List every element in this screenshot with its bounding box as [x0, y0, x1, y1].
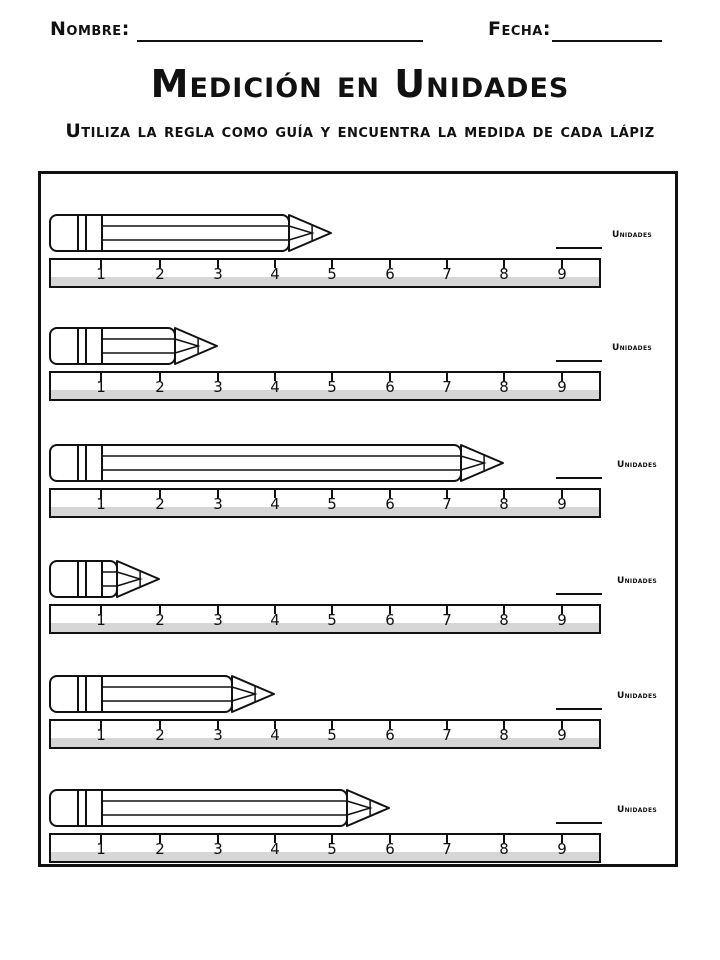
- ruler-number: 8: [499, 840, 509, 858]
- ruler: [49, 719, 601, 749]
- ruler-number: 9: [557, 611, 567, 629]
- ruler-number: 9: [557, 495, 567, 513]
- pencil-image: [48, 560, 163, 598]
- ruler-number: 4: [270, 840, 280, 858]
- unit-label: Unidades: [612, 343, 652, 353]
- ruler-number: 7: [442, 378, 452, 396]
- instructions: Utiliza la regla como guía y encuentra la medida de cada lápiz: [65, 120, 655, 142]
- ruler: [49, 488, 601, 518]
- ruler-number: 3: [213, 840, 223, 858]
- ruler-number: 4: [270, 495, 280, 513]
- ruler-number: 3: [213, 495, 223, 513]
- exercise-row: [0, 789, 720, 889]
- pencil-image: [48, 444, 507, 482]
- ruler-number: 2: [155, 265, 165, 283]
- ruler-number: 2: [155, 378, 165, 396]
- ruler-number: 5: [327, 378, 337, 396]
- ruler-number: 9: [557, 840, 567, 858]
- answer-blank[interactable]: [556, 247, 602, 249]
- ruler-number: 5: [327, 611, 337, 629]
- ruler-number: 7: [442, 840, 452, 858]
- ruler-number: 4: [270, 611, 280, 629]
- page-title: Medición en Unidades: [150, 62, 570, 106]
- exercise-row: [0, 560, 720, 660]
- ruler-number: 4: [270, 265, 280, 283]
- answer-blank[interactable]: [556, 822, 602, 824]
- ruler-number: 8: [499, 611, 509, 629]
- ruler-number: 6: [385, 265, 395, 283]
- ruler-number: 7: [442, 495, 452, 513]
- ruler-number: 7: [442, 265, 452, 283]
- ruler-number: 3: [213, 726, 223, 744]
- ruler-number: 7: [442, 611, 452, 629]
- ruler-number: 6: [385, 726, 395, 744]
- exercise-row: [0, 327, 720, 427]
- date-field[interactable]: [552, 40, 662, 42]
- pencil-image: [48, 327, 221, 365]
- answer-blank[interactable]: [556, 708, 602, 710]
- ruler-number: 5: [327, 726, 337, 744]
- ruler-number: 2: [155, 840, 165, 858]
- ruler: [49, 833, 601, 863]
- ruler-number: 2: [155, 495, 165, 513]
- ruler: [49, 371, 601, 401]
- ruler-number: 5: [327, 840, 337, 858]
- answer-blank[interactable]: [556, 477, 602, 479]
- unit-label: Unidades: [617, 805, 657, 815]
- ruler-number: 7: [442, 726, 452, 744]
- pencil-image: [48, 675, 278, 713]
- ruler-number: 8: [499, 378, 509, 396]
- ruler-number: 5: [327, 495, 337, 513]
- answer-blank[interactable]: [556, 360, 602, 362]
- ruler-number: 8: [499, 726, 509, 744]
- name-label: Nombre:: [50, 18, 130, 40]
- ruler-number: 6: [385, 840, 395, 858]
- ruler-number: 2: [155, 726, 165, 744]
- ruler-number: 6: [385, 378, 395, 396]
- ruler-number: 9: [557, 265, 567, 283]
- ruler: [49, 258, 601, 288]
- ruler-number: 9: [557, 378, 567, 396]
- ruler: [49, 604, 601, 634]
- ruler-number: 3: [213, 611, 223, 629]
- exercise-row: [0, 675, 720, 775]
- ruler-number: 5: [327, 265, 337, 283]
- ruler-number: 3: [213, 378, 223, 396]
- ruler-number: 3: [213, 265, 223, 283]
- ruler-number: 1: [96, 726, 106, 744]
- ruler-number: 1: [96, 611, 106, 629]
- date-label: Fecha:: [488, 18, 551, 40]
- unit-label: Unidades: [617, 691, 657, 701]
- ruler-number: 8: [499, 265, 509, 283]
- unit-label: Unidades: [612, 230, 652, 240]
- pencil-image: [48, 214, 335, 252]
- answer-blank[interactable]: [556, 593, 602, 595]
- ruler-number: 1: [96, 378, 106, 396]
- exercise-row: [0, 444, 720, 544]
- ruler-number: 6: [385, 495, 395, 513]
- ruler-number: 9: [557, 726, 567, 744]
- ruler-number: 2: [155, 611, 165, 629]
- ruler-number: 4: [270, 726, 280, 744]
- pencil-image: [48, 789, 393, 827]
- ruler-number: 1: [96, 840, 106, 858]
- ruler-number: 1: [96, 495, 106, 513]
- ruler-number: 6: [385, 611, 395, 629]
- ruler-number: 8: [499, 495, 509, 513]
- name-field[interactable]: [137, 40, 423, 42]
- unit-label: Unidades: [617, 460, 657, 470]
- unit-label: Unidades: [617, 576, 657, 586]
- ruler-number: 1: [96, 265, 106, 283]
- exercise-row: [0, 214, 720, 314]
- ruler-number: 4: [270, 378, 280, 396]
